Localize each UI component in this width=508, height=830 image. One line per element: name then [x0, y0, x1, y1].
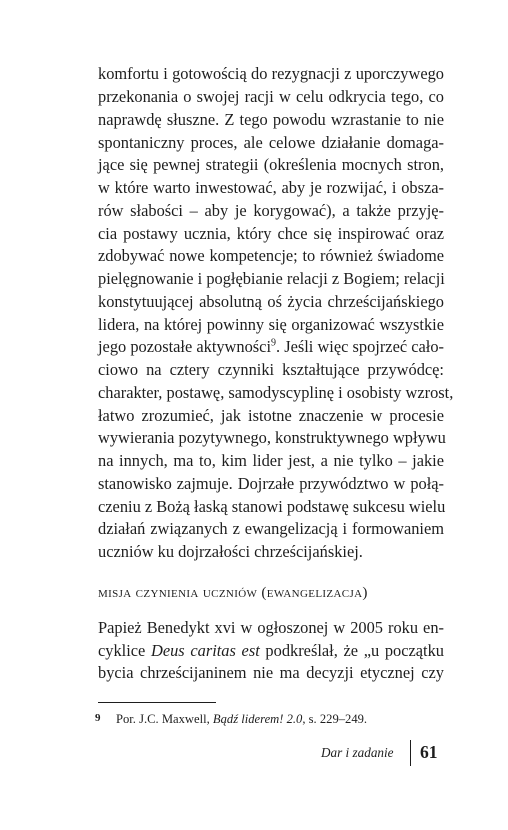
section-text-fragment: podkreślał, że „u początku [259, 641, 444, 660]
body-line: przekonania o swojej racji w celu odkrycia tego, co [98, 87, 444, 106]
footnote-number: 9 [95, 712, 101, 724]
body-line-with-footnote-ref [98, 336, 444, 359]
body-line: na innych, ma to, kim lider jest, a nie tylko – jakie [98, 451, 444, 470]
body-text-fragment: jego pozostałe aktywności [98, 337, 271, 356]
body-line: w które warto inwestować, aby je rozwijać, i obsza- [98, 178, 444, 197]
body-line: cia postawy ucznia, który chce się inspirować oraz [98, 224, 444, 243]
body-line: lidera, na której powinny się organizować wszystkie [98, 315, 444, 334]
footnote-text-fragment: , s. 229–249. [302, 712, 368, 726]
section-line: Papież Benedykt xvi w ogłoszonej w 2005 roku en- [98, 618, 444, 637]
body-text-fragment: . Jeśli więc spojrzeć cało- [276, 337, 444, 356]
body-line: stanowisko zajmuje. Dojrzałe przywództwo w połą- [98, 474, 444, 493]
body-line: działań związanych z ewangelizacją i formowaniem [98, 519, 444, 538]
body-line: rów słabości – aby je korygować), a także przyję- [98, 201, 444, 220]
body-line: naprawdę słuszne. Z tego powodu wzrastanie to nie [98, 110, 444, 129]
body-line: konstytuującej absolutną oś życia chrześcijańskiego [98, 292, 444, 311]
encyclical-title: Deus caritas est [151, 641, 260, 660]
footnote-text [116, 710, 367, 728]
body-line: pielęgnowanie i pogłębianie relacji z Bogiem; relacji [98, 269, 445, 288]
body-line: komfortu i gotowością do rezygnacji z uporczywego [98, 64, 444, 83]
body-line: łatwo zrozumieć, jak istotne znaczenie w procesie [98, 406, 444, 425]
running-title: Dar i zadanie [321, 745, 394, 760]
body-line: uczniów ku dojrzałości chrześcijańskiej. [98, 542, 363, 561]
body-line: ciowo na cztery czynniki kształtujące przywódcę: [98, 360, 444, 379]
body-line: charakter, postawę, samodyscyplinę i osobisty wzrost, [98, 383, 454, 402]
body-line: wywierania pozytywnego, konstruktywnego wpływu [98, 428, 446, 447]
body-line: czeniu z Bożą łaską stanowi podstawę sukcesu wielu [98, 497, 446, 516]
footnote-text-fragment: Por. J.C. Maxwell, [116, 712, 213, 726]
footnote-book-title: Bądź liderem! 2.0 [212, 712, 303, 726]
section-heading: misja czynienia uczniów (ewangelizacja) [98, 584, 368, 601]
body-line: spontaniczny proces, ale celowe działanie domaga- [98, 133, 444, 152]
section-line: bycia chrześcijaninem nie ma decyzji etycznej czy [98, 663, 444, 682]
page-number: 61 [420, 742, 438, 762]
section-line [98, 640, 444, 663]
section-text-fragment: cyklice [98, 641, 151, 660]
footnote-divider [98, 702, 216, 703]
body-line: zdobywać nowe kompetencje; to również świadome [98, 246, 444, 265]
footnote-reference[interactable]: 9 [271, 337, 276, 349]
footer-separator [410, 740, 411, 766]
body-line: jące się pewnej strategii (określenia mocnych stron, [98, 155, 444, 174]
